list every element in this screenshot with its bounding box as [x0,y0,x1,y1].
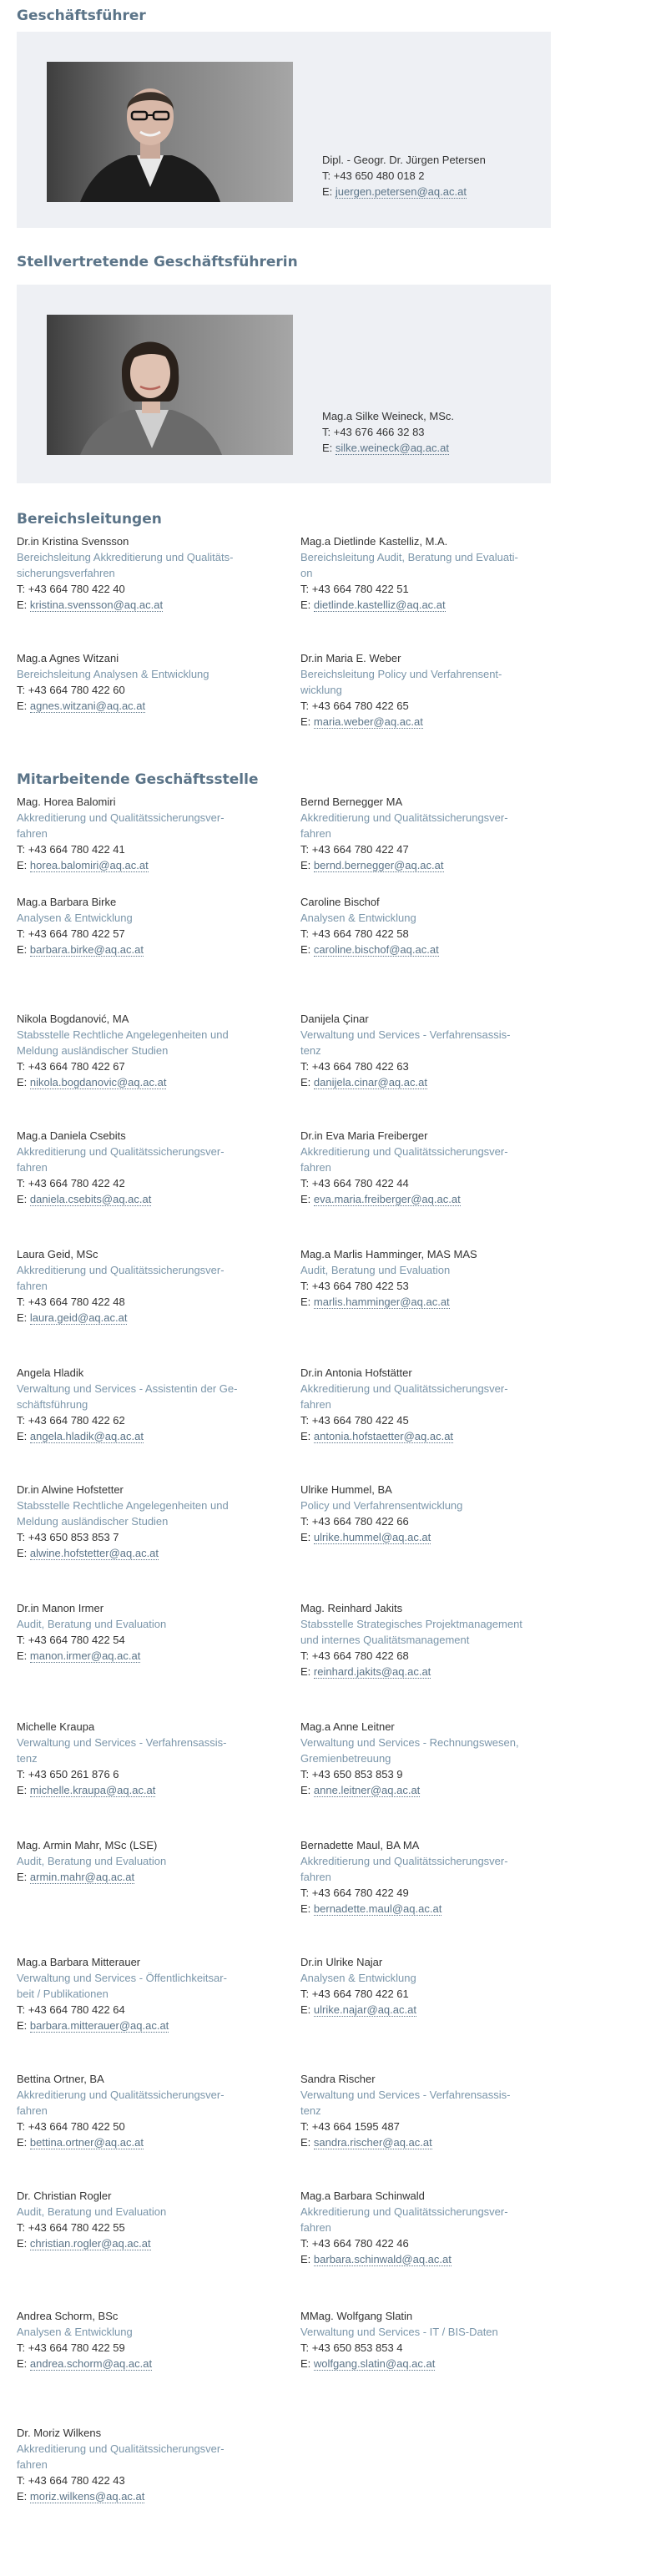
staff-email-link[interactable]: horea.balomiri@aq.ac.at [29,859,149,871]
section-title-mitarbeitende: Mitarbeitende Geschäftsstelle [17,771,259,788]
staff-entry [17,2071,284,2150]
managing-director-card [17,32,551,228]
section-title-geschaeftsfuehrer: Geschäftsführer [17,8,146,24]
staff-entry [300,1482,568,1545]
staff-department: fahren [17,2104,48,2117]
deputy-director-card [17,285,551,483]
staff-phone: T: +43 664 780 422 64 [17,2003,125,2016]
staff-email-link[interactable]: angela.hladik@aq.ac.at [29,1430,144,1442]
staff-department: Verwaltung und Services - Verfahrensassis- [17,1736,227,1749]
staff-name: Caroline Bischof [300,896,380,908]
staff-entry [17,2425,284,2504]
staff-email-link[interactable]: armin.mahr@aq.ac.at [29,1871,135,1883]
staff-email-link[interactable]: michelle.kraupa@aq.ac.at [29,1784,156,1796]
staff-name: Angela Hladik [17,1366,84,1379]
staff-name: Ulrike Hummel, BA [300,1483,392,1496]
staff-department: Bereichsleitung Analysen & Entwicklung [17,668,209,680]
staff-department: tenz [300,1044,321,1057]
staff-email-link[interactable]: barbara.schinwald@aq.ac.at [313,2253,452,2265]
staff-email-link[interactable]: eva.maria.freiberger@aq.ac.at [313,1193,461,1205]
staff-entry [17,2308,284,2371]
email-prefix: E: [300,1076,314,1088]
staff-email-link[interactable]: dietlinde.kastelliz@aq.ac.at [313,599,446,611]
email-prefix: E: [17,2237,30,2250]
staff-phone: T: +43 664 780 422 63 [300,1060,409,1073]
staff-department: Verwaltung und Services - Öffentlichkeitsar- [17,1972,227,1984]
managing-director-contact [322,152,486,200]
staff-email-link[interactable]: kristina.svensson@aq.ac.at [29,599,164,611]
staff-name: Dr.in Antonia Hofstätter [300,1366,412,1379]
staff-entry [300,894,568,957]
staff-entry [17,1365,284,1444]
email-prefix: E: [17,1311,30,1324]
email-prefix: E: [17,1784,30,1796]
staff-name: Bettina Ortner, BA [17,2073,104,2085]
staff-name: Dr.in Ulrike Najar [300,1956,383,1968]
staff-phone: T: +43 664 780 422 60 [17,684,125,696]
email-prefix: E: [17,859,30,871]
staff-department: Analysen & Entwicklung [300,1972,416,1984]
staff-department: sicherungsverfahren [17,567,115,579]
staff-department: Meldung ausländischer Studien [17,1515,169,1528]
deputy-director-email-link[interactable]: silke.weineck@aq.ac.at [335,442,449,454]
staff-phone: T: +43 664 780 422 62 [17,1414,125,1427]
email-prefix: E: [17,1193,30,1205]
staff-email-link[interactable]: ulrike.hummel@aq.ac.at [313,1531,431,1543]
staff-name: Mag.a Barbara Schinwald [300,2190,425,2202]
staff-department: fahren [17,1280,48,1292]
staff-name: Bernadette Maul, BA MA [300,1839,420,1851]
staff-email-link[interactable]: daniela.csebits@aq.ac.at [29,1193,152,1205]
staff-name: Bernd Bernegger MA [300,796,403,808]
staff-entry [300,2308,568,2371]
email-prefix: E: [300,599,314,611]
staff-entry [300,1719,568,1798]
staff-name: Dr. Moriz Wilkens [17,2427,102,2439]
managing-director-email-link[interactable]: juergen.petersen@aq.ac.at [335,185,467,198]
staff-phone: T: +43 664 780 422 58 [300,927,409,940]
staff-phone: T: +43 664 780 422 65 [300,700,409,712]
email-prefix: E: [17,1547,30,1559]
staff-department: Bereichsleitung Akkreditierung und Qualitäts- [17,551,234,563]
email-prefix: E: [322,442,336,454]
staff-department: Verwaltung und Services - Verfahrensassis- [300,2089,511,2101]
staff-department: tenz [300,2104,321,2117]
staff-email-link[interactable]: reinhard.jakits@aq.ac.at [313,1665,431,1678]
staff-department: Bereichsleitung Audit, Beratung und Evaluati- [300,551,518,563]
staff-department: Akkreditierung und Qualitätssicherungsver- [17,1264,225,1276]
email-prefix: E: [300,1296,314,1308]
staff-department: fahren [17,827,48,840]
staff-phone: T: +43 664 780 422 55 [17,2221,125,2234]
staff-entry [17,1246,284,1326]
staff-department: Akkreditierung und Qualitätssicherungsver- [300,2205,508,2218]
staff-email-link[interactable]: manon.irmer@aq.ac.at [29,1649,141,1662]
staff-department: fahren [300,1161,331,1174]
staff-department: Analysen & Entwicklung [17,912,133,924]
staff-email-link[interactable]: marlis.hamminger@aq.ac.at [313,1296,450,1308]
staff-entry [17,650,284,714]
staff-phone: T: +43 664 780 422 67 [17,1060,125,1073]
staff-department: Analysen & Entwicklung [17,2326,133,2338]
staff-name: Nikola Bogdanović, MA [17,1013,129,1025]
staff-phone: T: +43 664 780 422 45 [300,1414,409,1427]
staff-name: Dr.in Kristina Svensson [17,535,129,548]
staff-name: Sandra Rischer [300,2073,376,2085]
staff-department: Akkreditierung und Qualitätssicherungsver- [17,2089,225,2101]
staff-entry [17,1954,284,2033]
staff-name: Danijela Çinar [300,1013,369,1025]
staff-department: Akkreditierung und Qualitätssicherungsver- [300,811,508,824]
staff-phone: T: +43 664 780 422 50 [17,2120,125,2133]
staff-entry [300,1011,568,1090]
staff-entry [17,1600,284,1664]
staff-email-link[interactable]: bernadette.maul@aq.ac.at [313,1902,442,1915]
staff-name: Dr.in Maria E. Weber [300,652,401,664]
staff-phone: T: +43 664 780 422 53 [300,1280,409,1292]
managing-director-name: Dipl. - Geogr. Dr. Jürgen Petersen [322,154,486,166]
staff-phone: T: +43 664 780 422 66 [300,1515,409,1528]
person-portrait-icon [47,62,293,202]
staff-email-link[interactable]: caroline.bischof@aq.ac.at [313,943,439,956]
staff-name: Mag.a Daniela Csebits [17,1129,126,1142]
deputy-director-phone: T: +43 676 466 32 83 [322,426,425,438]
staff-department: Audit, Beratung und Evaluation [17,1618,167,1630]
staff-name: Laura Geid, MSc [17,1248,98,1260]
staff-department: fahren [17,2458,48,2471]
staff-email-link[interactable]: andrea.schorm@aq.ac.at [29,2357,153,2370]
staff-department: Akkreditierung und Qualitätssicherungsver- [17,2442,225,2455]
staff-department: Akkreditierung und Qualitätssicherungsver- [17,1145,225,1158]
staff-email-link[interactable]: ulrike.najar@aq.ac.at [313,2003,416,2016]
staff-entry [17,1128,284,1207]
staff-entry [300,533,568,613]
staff-phone: T: +43 664 780 422 44 [300,1177,409,1190]
staff-phone: T: +43 664 780 422 59 [17,2341,125,2354]
email-prefix: E: [300,1531,314,1543]
email-prefix: E: [17,1871,30,1883]
staff-email-link[interactable]: bernd.bernegger@aq.ac.at [313,859,444,871]
staff-name: Dr.in Alwine Hofstetter [17,1483,124,1496]
staff-entry [17,794,284,873]
staff-email-link[interactable]: antonia.hofstaetter@aq.ac.at [313,1430,454,1442]
email-prefix: E: [300,2136,314,2149]
staff-email-link[interactable]: barbara.mitterauer@aq.ac.at [29,2019,169,2032]
staff-email-link[interactable]: anne.leitner@aq.ac.at [313,1784,421,1796]
staff-department: Stabsstelle Strategisches Projektmanagement [300,1618,522,1630]
email-prefix: E: [17,700,30,712]
staff-email-link[interactable]: agnes.witzani@aq.ac.at [29,700,146,712]
deputy-director-photo [47,315,293,455]
staff-phone: T: +43 664 780 422 43 [17,2474,125,2487]
staff-department: und internes Qualitätsmanagement [300,1634,470,1646]
staff-entry [17,1719,284,1798]
staff-name: Mag.a Marlis Hamminger, MAS MAS [300,1248,477,1260]
staff-department: Audit, Beratung und Evaluation [300,1264,451,1276]
staff-department: Akkreditierung und Qualitätssicherungsver- [17,811,225,824]
staff-phone: T: +43 650 853 853 9 [300,1768,403,1780]
staff-entry [300,1365,568,1444]
staff-department: Akkreditierung und Qualitätssicherungsver- [300,1382,508,1395]
staff-name: Dr.in Manon Irmer [17,1602,104,1614]
staff-department: Meldung ausländischer Studien [17,1044,169,1057]
staff-department: Verwaltung und Services - Assistentin der Ge- [17,1382,238,1395]
staff-phone: T: +43 664 780 422 42 [17,1177,125,1190]
managing-director-photo [47,62,293,202]
staff-email-link[interactable]: wolfgang.slatin@aq.ac.at [313,2357,436,2370]
staff-department: schäftsführung [17,1398,88,1411]
staff-department: on [300,567,313,579]
staff-entry [300,1837,568,1917]
section-title-bereichsleitungen: Bereichsleitungen [17,511,162,528]
staff-name: Dr. Christian Rogler [17,2190,112,2202]
staff-department: fahren [300,1871,331,1883]
staff-phone: T: +43 664 780 422 46 [300,2237,409,2250]
email-prefix: E: [17,2490,30,2503]
staff-department: Verwaltung und Services - IT / BIS-Daten [300,2326,498,2338]
staff-email-link[interactable]: christian.rogler@aq.ac.at [29,2237,151,2250]
staff-email-link[interactable]: bettina.ortner@aq.ac.at [29,2136,144,2149]
staff-email-link[interactable]: danijela.cinar@aq.ac.at [313,1076,427,1088]
email-prefix: E: [300,1902,314,1915]
email-prefix: E: [300,1430,314,1442]
staff-name: Mag.a Barbara Birke [17,896,117,908]
staff-phone: T: +43 664 780 422 47 [300,843,409,856]
staff-phone: T: +43 664 780 422 68 [300,1649,409,1662]
staff-department: Policy und Verfahrensentwicklung [300,1499,463,1512]
staff-department: wicklung [300,684,342,696]
staff-email-link[interactable]: sandra.rischer@aq.ac.at [313,2136,432,2149]
email-prefix: E: [300,943,314,956]
email-prefix: E: [300,2253,314,2265]
staff-entry [300,2071,568,2150]
email-prefix: E: [300,1665,314,1678]
staff-department: Verwaltung und Services - Verfahrensassis- [300,1028,511,1041]
staff-name: Mag.a Dietlinde Kastelliz, M.A. [300,535,448,548]
staff-department: fahren [300,827,331,840]
email-prefix: E: [322,185,336,198]
staff-phone: T: +43 664 780 422 41 [17,843,125,856]
staff-entry [300,794,568,873]
section-title-stellvertretende: Stellvertretende Geschäftsführerin [17,254,298,270]
staff-entry [17,894,284,957]
staff-entry [17,2188,284,2251]
staff-email-link[interactable]: barbara.birke@aq.ac.at [29,943,144,956]
email-prefix: E: [17,2357,30,2370]
email-prefix: E: [17,2136,30,2149]
department-heads-grid [17,528,568,770]
staff-entry [17,1837,284,1885]
staff-name: Mag. Armin Mahr, MSc (LSE) [17,1839,158,1851]
staff-entry [17,533,284,613]
staff-entry [300,650,568,730]
email-prefix: E: [17,943,30,956]
staff-department: fahren [17,1161,48,1174]
staff-department: Audit, Beratung und Evaluation [17,2205,167,2218]
email-prefix: E: [300,2357,314,2370]
staff-name: Mag. Reinhard Jakits [300,1602,403,1614]
email-prefix: E: [17,2019,30,2032]
staff-department: Verwaltung und Services - Rechnungswesen, [300,1736,519,1749]
person-portrait-icon [47,315,293,455]
staff-email-link[interactable]: laura.geid@aq.ac.at [29,1311,128,1324]
staff-entry [300,1128,568,1207]
email-prefix: E: [17,1076,30,1088]
staff-department: beit / Publikationen [17,1988,108,2000]
staff-entry [17,1011,284,1090]
email-prefix: E: [300,1784,314,1796]
staff-entry [300,2188,568,2267]
staff-phone: T: +43 664 1595 487 [300,2120,400,2133]
staff-entry [300,1246,568,1310]
staff-phone: T: +43 650 853 853 7 [17,1531,119,1543]
staff-name: Dr.in Eva Maria Freiberger [300,1129,428,1142]
staff-email-link[interactable]: alwine.hofstetter@aq.ac.at [29,1547,159,1559]
staff-department: Audit, Beratung und Evaluation [17,1855,167,1867]
staff-name: Mag.a Agnes Witzani [17,652,119,664]
staff-phone: T: +43 664 780 422 54 [17,1634,125,1646]
staff-department: Bereichsleitung Policy und Verfahrensent- [300,668,502,680]
staff-email-link[interactable]: maria.weber@aq.ac.at [313,715,423,728]
staff-name: MMag. Wolfgang Slatin [300,2310,413,2322]
staff-department: Akkreditierung und Qualitätssicherungsver- [300,1855,508,1867]
staff-name: Mag. Horea Balomiri [17,796,116,808]
staff-entry [300,1600,568,1679]
deputy-director-name: Mag.a Silke Weineck, MSc. [322,410,454,422]
staff-department: Akkreditierung und Qualitätssicherungsver- [300,1145,508,1158]
email-prefix: E: [300,715,314,728]
staff-name: Michelle Kraupa [17,1720,95,1733]
staff-department: Stabsstelle Rechtliche Angelegenheiten und [17,1499,229,1512]
staff-department: fahren [300,2221,331,2234]
email-prefix: E: [17,1430,30,1442]
staff-phone: T: +43 650 853 853 4 [300,2341,403,2354]
email-prefix: E: [300,859,314,871]
staff-phone: T: +43 664 780 422 49 [300,1887,409,1899]
staff-phone: T: +43 664 780 422 40 [17,583,125,595]
email-prefix: E: [17,599,30,611]
staff-department: Stabsstelle Rechtliche Angelegenheiten und [17,1028,229,1041]
staff-entry [17,1482,284,1561]
staff-name: Mag.a Anne Leitner [300,1720,395,1733]
staff-phone: T: +43 664 780 422 48 [17,1296,125,1308]
staff-phone: T: +43 664 780 422 57 [17,927,125,940]
staff-entry [300,1954,568,2018]
staff-phone: T: +43 664 780 422 61 [300,1988,409,2000]
email-prefix: E: [17,1649,30,1662]
staff-phone: T: +43 650 261 876 6 [17,1768,119,1780]
staff-grid [17,789,568,2563]
staff-department: Gremienbetreuung [300,1752,391,1765]
staff-email-link[interactable]: moriz.wilkens@aq.ac.at [29,2490,145,2503]
email-prefix: E: [300,2003,314,2016]
staff-email-link[interactable]: nikola.bogdanovic@aq.ac.at [29,1076,167,1088]
email-prefix: E: [300,1193,314,1205]
staff-department: tenz [17,1752,38,1765]
managing-director-phone: T: +43 650 480 018 2 [322,169,425,182]
staff-department: fahren [300,1398,331,1411]
staff-phone: T: +43 664 780 422 51 [300,583,409,595]
staff-department: Analysen & Entwicklung [300,912,416,924]
deputy-director-contact [322,408,454,456]
staff-name: Andrea Schorm, BSc [17,2310,119,2322]
staff-name: Mag.a Barbara Mitterauer [17,1956,141,1968]
